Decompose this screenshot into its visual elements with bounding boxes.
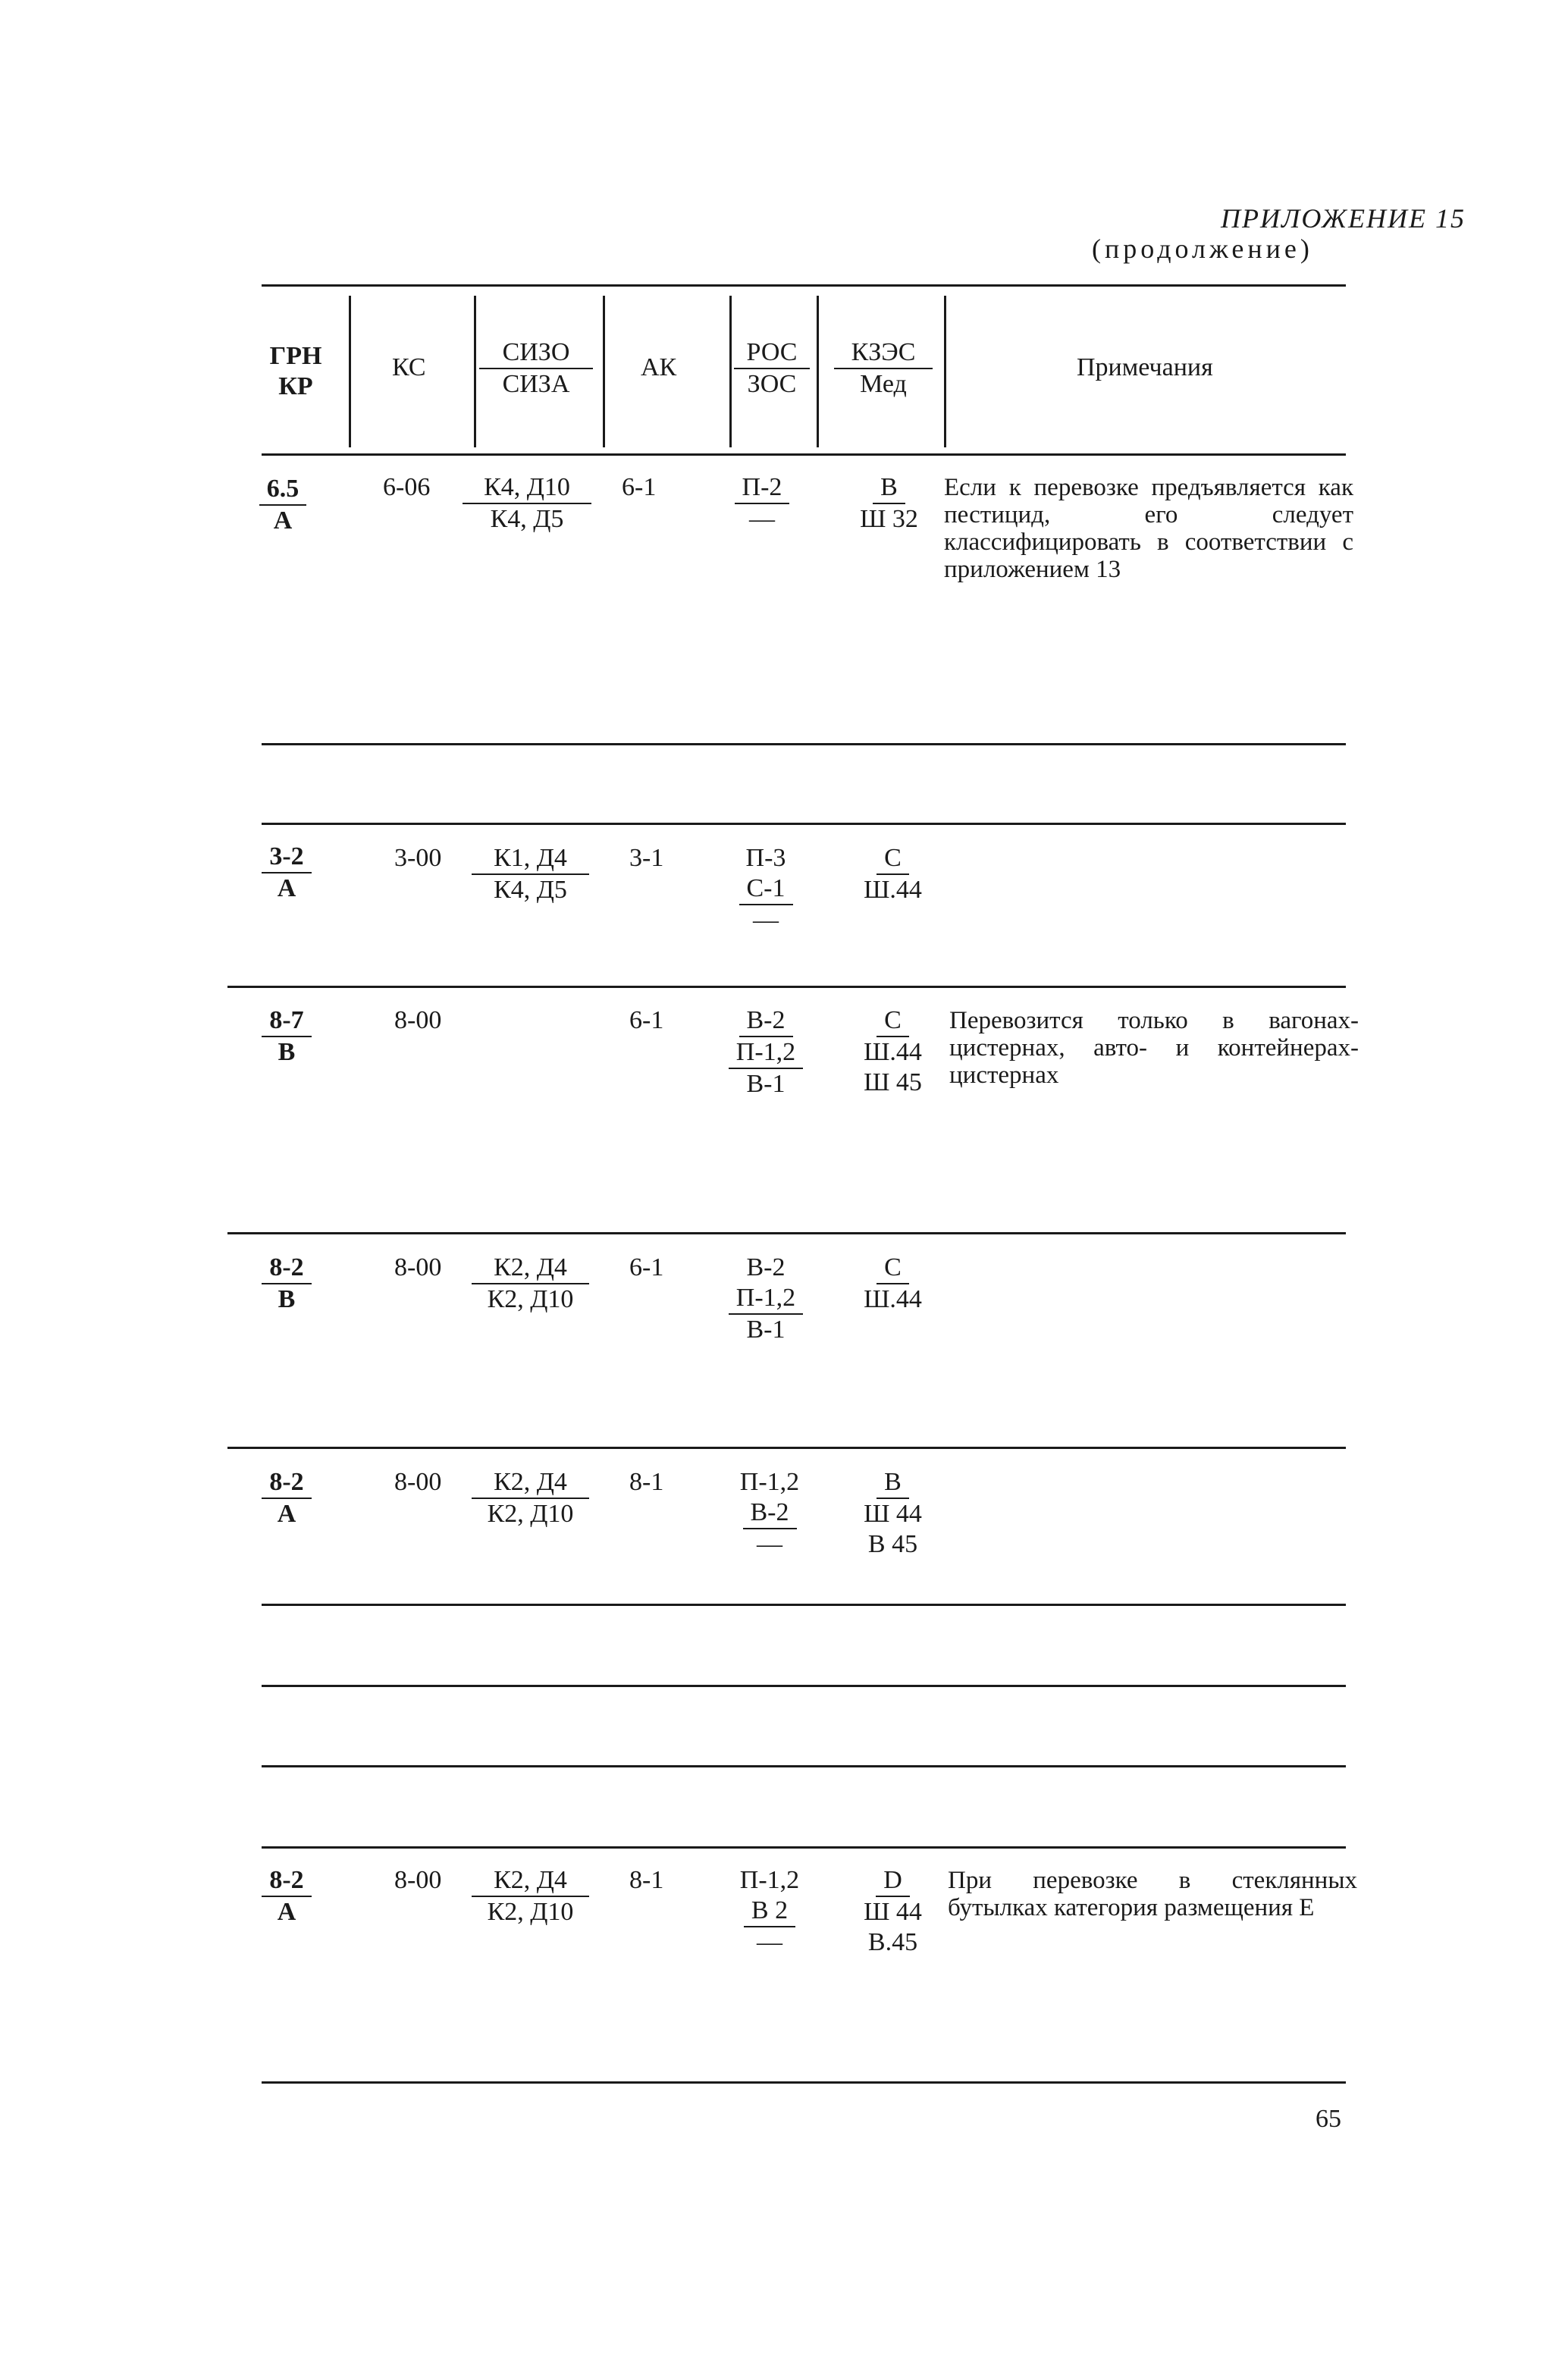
row2-kzes: С Ш.44 — [864, 844, 922, 904]
row5-ak: 8-1 — [629, 1468, 664, 1496]
col-header-sizo: СИЗО СИЗА — [479, 337, 593, 400]
row1-bottom-rule — [262, 743, 1346, 745]
col-divider-5 — [817, 296, 819, 447]
row6-ros: П-1,2 В 2 — — [739, 1866, 800, 1956]
row5-ros: П-1,2 В-2 — — [739, 1468, 800, 1558]
row5-ks: 8-00 — [394, 1468, 442, 1496]
row2-grn-kr: 3-2 А — [241, 842, 332, 904]
col-divider-1 — [349, 296, 351, 447]
row5-grn-kr: 8-2 А — [241, 1467, 332, 1529]
row3-note: Перевозится только в вагонах-цистернах, авто- и контейнерах-цистернах — [949, 1007, 1359, 1089]
row1-ks: 6-06 — [383, 473, 431, 501]
row6-top-rule — [262, 1846, 1346, 1849]
row4-sizo: К2, Д4 К2, Д10 — [472, 1253, 589, 1315]
row5-top-rule — [227, 1447, 1346, 1449]
col-header-ks: КС — [392, 353, 426, 381]
row4-grn-kr: 8-2 В — [241, 1253, 332, 1315]
row1-note: Если к перевозке предъявляется как пестицид, его следует классифицировать в соответствии с приложением 13 — [944, 474, 1353, 583]
row5-sizo: К2, Д4 К2, Д10 — [472, 1467, 589, 1529]
col-divider-2 — [474, 296, 476, 447]
row2-sizo: К1, Д4 К4, Д5 — [472, 843, 589, 905]
row4-ros: В-2 П-1,2 В-1 — [720, 1253, 811, 1345]
header-bottom-rule — [262, 453, 1346, 456]
row6-sizo: К2, Д4 К2, Д10 — [472, 1865, 589, 1927]
col-header-kzes: КЗЭС Мед — [834, 337, 933, 400]
empty-row-rule-2 — [262, 1685, 1346, 1687]
col-divider-4 — [729, 296, 732, 447]
row3-ak: 6-1 — [629, 1006, 664, 1034]
row4-kzes: С Ш.44 — [864, 1253, 922, 1313]
row1-kzes: В Ш 32 — [860, 473, 918, 533]
empty-row-rule-1 — [262, 1604, 1346, 1606]
row6-ak: 8-1 — [629, 1866, 664, 1894]
col-header-ak: АК — [641, 353, 677, 381]
row6-kzes: D Ш 44 В.45 — [864, 1866, 922, 1956]
row2-ros: П-3 С-1 — — [720, 843, 811, 936]
appendix-subtitle: (продолжение) — [1092, 234, 1313, 264]
row1-ak: 6-1 — [622, 473, 657, 501]
row2-top-rule — [262, 823, 1346, 825]
row2-ks: 3-00 — [394, 844, 442, 872]
row3-ros: В-2 П-1,2 В-1 — [720, 1005, 811, 1099]
table-bottom-rule — [262, 2081, 1346, 2084]
row4-ak: 6-1 — [629, 1253, 664, 1281]
row6-grn-kr: 8-2 А — [241, 1865, 332, 1927]
row1-grn-kr: 6.5 А — [241, 474, 325, 536]
row3-grn-kr: 8-7 В — [241, 1005, 332, 1068]
empty-row-rule-3 — [262, 1765, 1346, 1767]
col-divider-3 — [603, 296, 605, 447]
row3-kzes: С Ш.44 Ш 45 — [864, 1006, 922, 1096]
row3-ks: 8-00 — [394, 1006, 442, 1034]
col-header-notes: Примечания — [1077, 353, 1213, 381]
row6-note: При перевозке в стеклянных бутылках категория размещения Е — [948, 1867, 1357, 1921]
col-divider-6 — [944, 296, 946, 447]
row3-top-rule — [227, 986, 1346, 988]
page-number: 65 — [1316, 2105, 1341, 2133]
row2-ak: 3-1 — [629, 844, 664, 872]
col-header-grn: ГРН КР — [269, 342, 322, 400]
col-header-ros: РОС ЗОС — [734, 337, 810, 400]
row5-kzes: В Ш 44 В 45 — [864, 1468, 922, 1558]
table-top-rule — [262, 284, 1346, 287]
row1-ros: П-2 — — [713, 472, 811, 535]
row1-sizo: К4, Д10 К4, Д5 — [463, 472, 591, 535]
row4-ks: 8-00 — [394, 1253, 442, 1281]
row4-top-rule — [227, 1232, 1346, 1234]
appendix-title: ПРИЛОЖЕНИЕ 15 — [1221, 203, 1466, 234]
row6-ks: 8-00 — [394, 1866, 442, 1894]
